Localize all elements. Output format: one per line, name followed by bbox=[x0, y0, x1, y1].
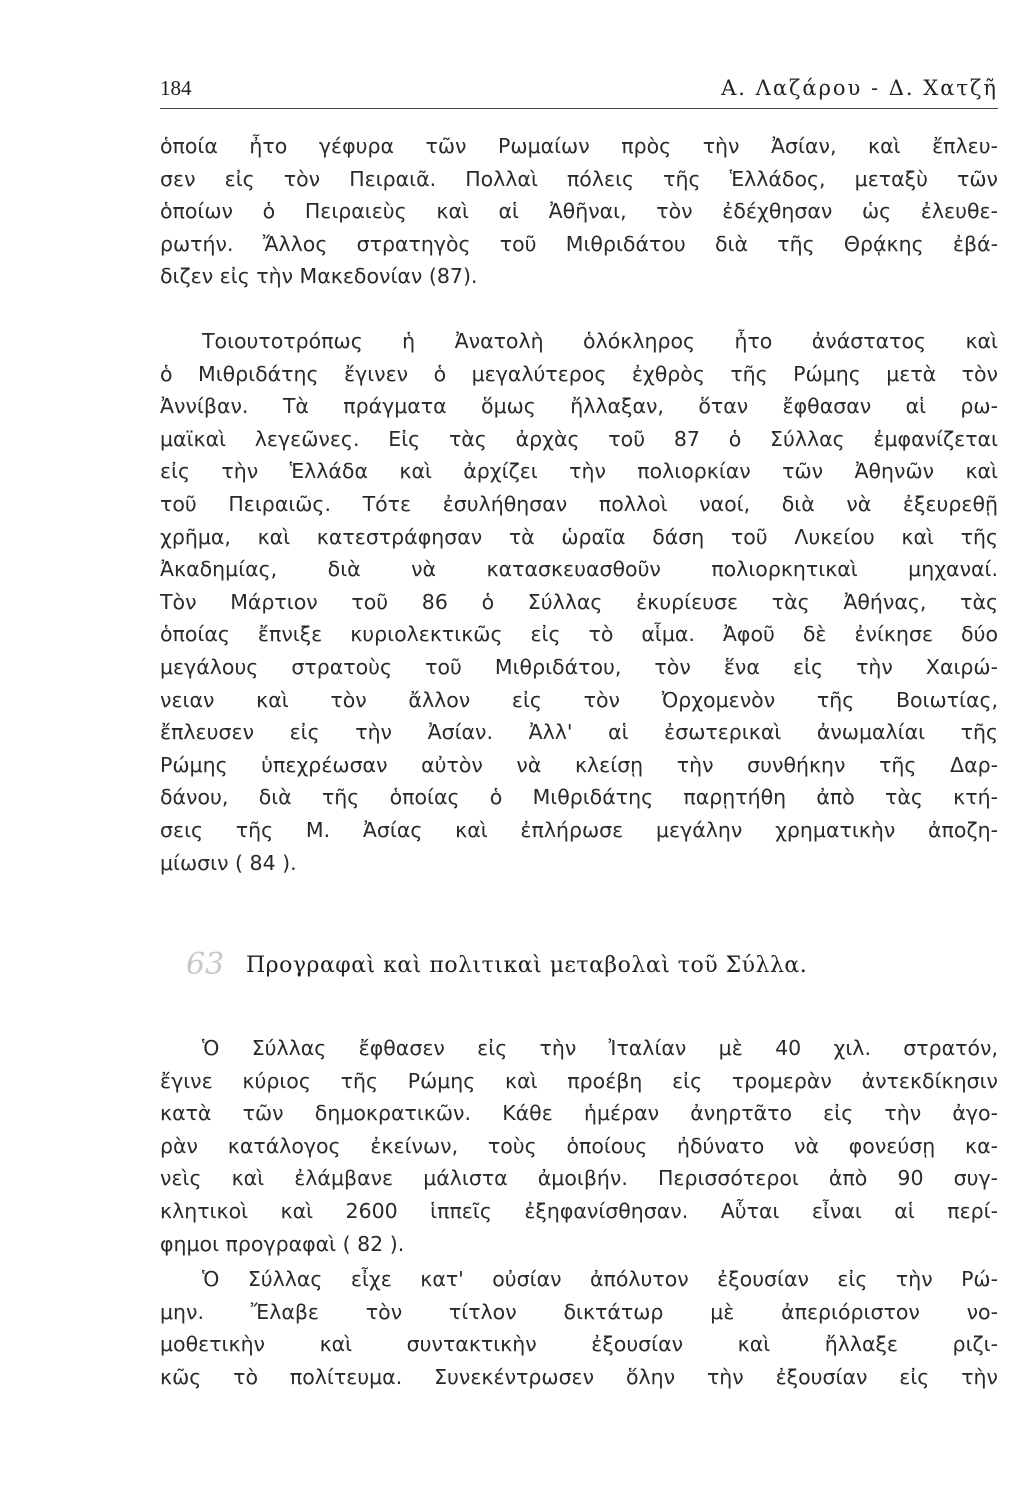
text-line: Ἀκαδημίας, διὰ νὰ κατασκευασθοῦν πολιορκητικαὶ μηχαναί. bbox=[160, 557, 998, 582]
text-line: ὁποία ἦτο γέφυρα τῶν Ρωμαίων πρὸς τὴν Ἀσίαν, καὶ ἔπλευ- bbox=[160, 134, 998, 158]
text-line: Ὁ Σύλλας εἶχε κατ' οὐσίαν ἀπόλυτον ἐξουσίαν εἰς τὴν Ρώ- bbox=[202, 1267, 998, 1291]
text-line: μην. Ἔλαβε τὸν τίτλον δικτάτωρ μὲ ἀπεριόριστον νο- bbox=[160, 1299, 998, 1324]
text-line: Τοιουτοτρόπως ἡ Ἀνατολὴ ὁλόκληρος ἦτο ἀνάστατος καὶ bbox=[202, 329, 998, 353]
text-line: νειαν καὶ τὸν ἄλλον εἰς τὸν Ὀρχομενὸν τῆς Βοιωτίας, bbox=[160, 687, 998, 712]
text-line: ὁποίας ἔπνιξε κυριολεκτικῶς εἰς τὸ αἷμα. Ἀφοῦ δὲ ἐνίκησε δύο bbox=[160, 622, 998, 647]
text-line: ὁποίων ὁ Πειραιεὺς καὶ αἱ Ἀθῆναι, τὸν ἐδέχθησαν ὡς ἐλευθε- bbox=[160, 199, 998, 224]
page-number: 184 bbox=[160, 76, 192, 100]
text-line: σεις τῆς Μ. Ἀσίας καὶ ἐπλήρωσε μεγάλην χρηματικὴν ἀποζη- bbox=[160, 817, 998, 842]
text-line: κλητικοὶ καὶ 2600 ἱππεῖς ἐξηφανίσθησαν. Αὗται εἶναι αἱ περί- bbox=[160, 1198, 998, 1223]
text-line: σεν εἰς τὸν Πειραιᾶ. Πολλαὶ πόλεις τῆς Ἑλλάδος, μεταξὺ τῶν bbox=[160, 166, 998, 191]
text-line: μοθετικὴν καὶ συντακτικὴν ἐξουσίαν καὶ ἤλλαξε ριζι- bbox=[160, 1332, 998, 1357]
text-line: δάνου, διὰ τῆς ὁποίας ὁ Μιθριδάτης παρῃτήθη ἀπὸ τὰς κτή- bbox=[160, 785, 998, 810]
text-line: ἔπλευσεν εἰς τὴν Ἀσίαν. Ἀλλ' αἱ ἐσωτερικαὶ ἀνωμαλίαι τῆς bbox=[160, 720, 998, 745]
text-line: χρῆμα, καὶ κατεστράφησαν τὰ ὡραῖα δάση τοῦ Λυκείου καὶ τῆς bbox=[160, 524, 998, 549]
text-line: Ὁ Σύλλας ἔφθασεν εἰς τὴν Ἰταλίαν μὲ 40 χιλ. στρατόν, bbox=[202, 1036, 998, 1060]
text-line: νεὶς καὶ ἐλάμβανε μάλιστα ἀμοιβήν. Περισσότεροι ἀπὸ 90 συγ- bbox=[160, 1166, 998, 1191]
text-line: μαϊκαὶ λεγεῶνες. Εἰς τὰς ἀρχὰς τοῦ 87 ὁ Σύλλας ἐμφανίζεται bbox=[160, 426, 998, 451]
paragraph-4 bbox=[160, 1263, 998, 1393]
text-line: ἔγινε κύριος τῆς Ρώμης καὶ προέβη εἰς τρομερὰν ἀντεκδίκησιν bbox=[160, 1068, 998, 1093]
text-line: φημοι προγραφαὶ ( 82 ). bbox=[160, 1231, 405, 1256]
text-line: Τὸν Μάρτιον τοῦ 86 ὁ Σύλλας ἐκυρίευσε τὰς Ἀθήνας, τὰς bbox=[160, 589, 998, 614]
header-rule bbox=[160, 108, 998, 109]
page-header bbox=[160, 70, 998, 110]
text-line: Ρώμης ὑπεχρέωσαν αὐτὸν νὰ κλείσῃ τὴν συνθήκην τῆς Δαρ- bbox=[160, 752, 998, 777]
running-title: Α. Λαζάρου - Δ. Χατζῆ bbox=[721, 76, 998, 100]
text-line: ρωτήν. Ἄλλος στρατηγὸς τοῦ Μιθριδάτου διὰ τῆς Θρᾴκης ἐβά- bbox=[160, 231, 998, 256]
text-line: ὁ Μιθριδάτης ἔγινεν ὁ μεγαλύτερος ἐχθρὸς τῆς Ρώμης μετὰ τὸν bbox=[160, 361, 998, 386]
paragraph-2 bbox=[160, 325, 998, 879]
text-line: κῶς τὸ πολίτευμα. Συνεκέντρωσεν ὅλην τὴν ἐξουσίαν εἰς τὴν bbox=[160, 1364, 998, 1389]
text-line: μίωσιν ( 84 ). bbox=[160, 850, 297, 875]
text-line: Ἀννίβαν. Τὰ πράγματα ὅμως ἤλλαξαν, ὅταν ἔφθασαν αἱ ρω- bbox=[160, 394, 998, 419]
section-heading: Προγραφαὶ καὶ πολιτικαὶ μεταβολαὶ τοῦ Σύλλα. bbox=[246, 953, 808, 978]
paragraph-1 bbox=[160, 130, 998, 293]
text-line: μεγάλους στρατοὺς τοῦ Μιθριδάτου, τὸν ἕνα εἰς τὴν Χαιρώ- bbox=[160, 654, 998, 679]
text-line: διζεν εἰς τὴν Μακεδονίαν (87). bbox=[160, 264, 478, 289]
margin-note: 63 bbox=[186, 947, 225, 982]
text-line: τοῦ Πειραιῶς. Τότε ἐσυλήθησαν πολλοὶ ναοί, διὰ νὰ ἐξευρεθῇ bbox=[160, 491, 998, 516]
paragraph-3 bbox=[160, 1032, 998, 1260]
text-line: εἰς τὴν Ἑλλάδα καὶ ἀρχίζει τὴν πολιορκίαν τῶν Ἀθηνῶν καὶ bbox=[160, 459, 998, 484]
text-line: κατὰ τῶν δημοκρατικῶν. Κάθε ἡμέραν ἀνηρτᾶτο εἰς τὴν ἀγο- bbox=[160, 1101, 998, 1126]
text-line: ρὰν κατάλογος ἐκείνων, τοὺς ὁποίους ἠδύνατο νὰ φονεύσῃ κα- bbox=[160, 1133, 998, 1158]
